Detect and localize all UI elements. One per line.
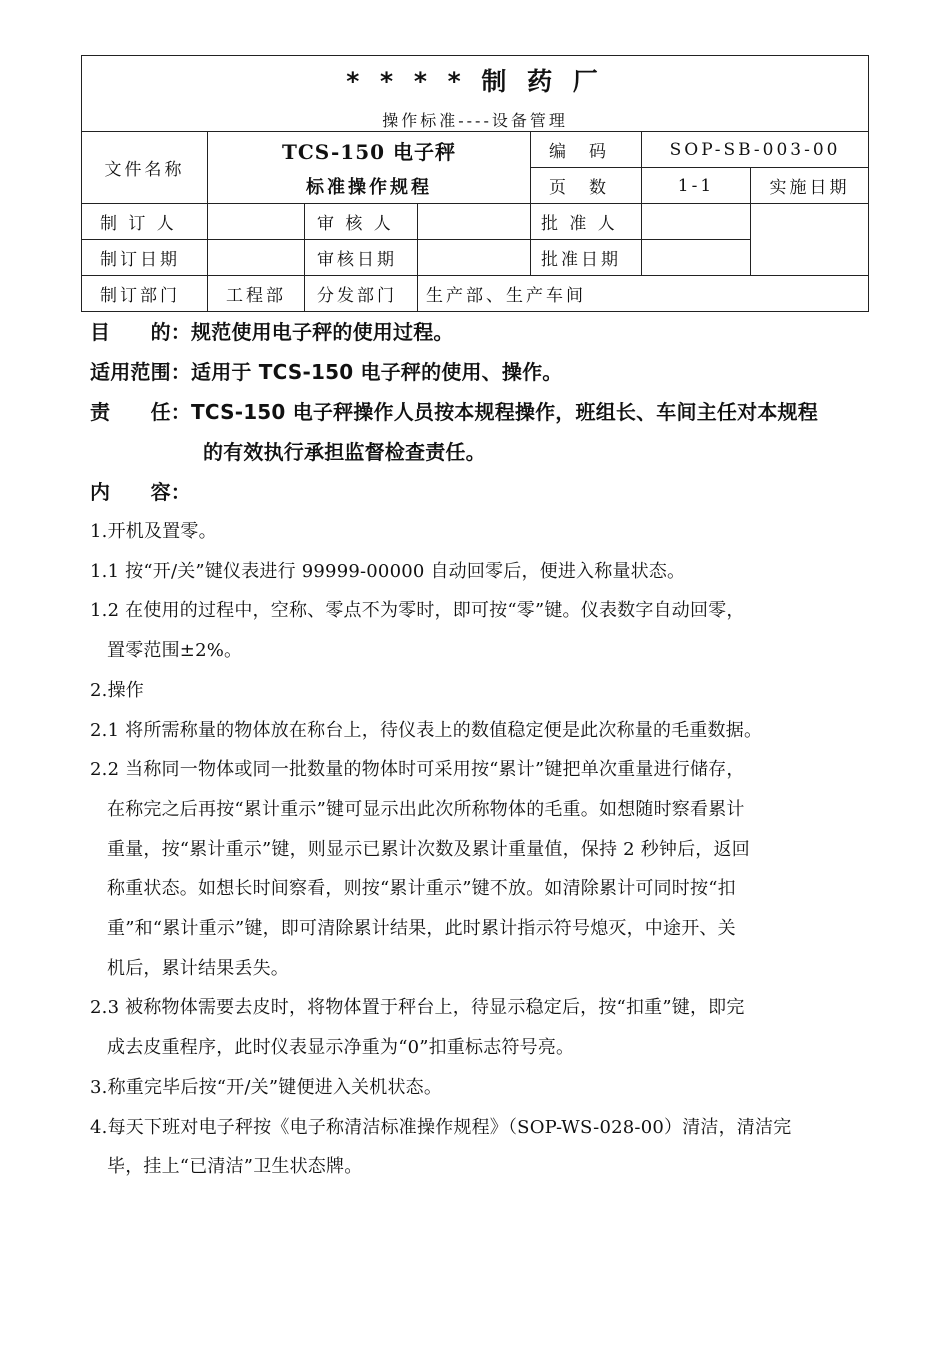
responsibility-line: 责 任：TCS-150 电子秤操作人员按本规程操作，班组长、车间主任对本规程 bbox=[90, 400, 818, 424]
code-value: SOP-SB-003-00 bbox=[642, 132, 869, 168]
draft-date-label: 制订日期 bbox=[82, 240, 208, 276]
content-line: 1.开机及置零。 bbox=[90, 521, 217, 542]
title-cell bbox=[82, 56, 869, 132]
document-body bbox=[90, 312, 865, 1187]
content-line: 称重状态。如想长时间察看，则按“累计重示”键不放。如清除累计可同时按“扣 bbox=[107, 878, 736, 900]
content-line: 成去皮重程序，此时仪表显示净重为“0”扣重标志符号亮。 bbox=[107, 1037, 575, 1059]
content-line: 重”和“累计重示”键，即可清除累计结果，此时累计指示符号熄灭，中途开、关 bbox=[107, 918, 736, 940]
distribution-value: 生产部、生产车间 bbox=[418, 276, 869, 312]
content-line: 毕，挂上“已清洁”卫生状态牌。 bbox=[107, 1156, 363, 1178]
content-line: 2.1 将所需称量的物体放在称台上，待仪表上的数值稳定便是此次称量的毛重数据。 bbox=[90, 719, 763, 741]
content-heading: 内 容： bbox=[90, 480, 191, 504]
content-line: 机后，累计结果丢失。 bbox=[107, 957, 289, 979]
pages-label: 页 数 bbox=[531, 168, 642, 204]
draft-date-value bbox=[208, 240, 305, 276]
dept-value: 工程部 bbox=[208, 276, 305, 312]
reviewer-label: 审 核 人 bbox=[305, 204, 418, 240]
reviewer-value bbox=[418, 204, 531, 240]
code-label: 编 码 bbox=[531, 132, 642, 168]
content-line: 2.3 被称物体需要去皮时，将物体置于秤台上，待显示稳定后，按“扣重”键，即完 bbox=[90, 997, 745, 1019]
distribution-label: 分发部门 bbox=[305, 276, 418, 312]
document-header-table bbox=[81, 55, 869, 312]
effective-date-label: 实施日期 bbox=[751, 168, 869, 204]
content-line: 1.2 在使用的过程中，空称、零点不为零时，即可按“零”键。仪表数字自动回零， bbox=[90, 600, 745, 622]
content-line: 2.操作 bbox=[90, 679, 144, 701]
approve-date-label: 批准日期 bbox=[531, 240, 642, 276]
pages-value: 1-1 bbox=[642, 168, 751, 204]
content-line: 1.1 按“开/关”键仪表进行 99999-00000 自动回零后，便进入称量状态。 bbox=[90, 560, 686, 582]
content-line: 4.每天下班对电子秤按《电子称清洁标准操作规程》（SOP-WS-028-00）清洁，清洁完 bbox=[90, 1116, 792, 1138]
content-line: 置零范围±2%。 bbox=[107, 640, 243, 662]
content-line: 3.称重完毕后按“开/关”键便进入关机状态。 bbox=[90, 1076, 443, 1098]
factory-title: * * * * 制 药 厂 bbox=[346, 67, 604, 96]
drafter-value bbox=[208, 204, 305, 240]
content-line: 重量，按“累计重示”键，则显示已累计次数及累计重量值，保持 2 秒钟后，返回 bbox=[107, 838, 750, 860]
responsibility-line-cont: 的有效执行承担监督检查责任。 bbox=[203, 440, 486, 464]
approver-label: 批 准 人 bbox=[531, 204, 642, 240]
content-line: 2.2 当称同一物体或同一批数量的物体时可采用按“累计”键把单次重量进行储存， bbox=[90, 759, 745, 781]
scope-line: 适用范围：适用于 TCS-150 电子秤的使用、操作。 bbox=[90, 360, 563, 384]
doc-name-label: 文件名称 bbox=[82, 132, 208, 204]
dept-label: 制订部门 bbox=[82, 276, 208, 312]
content-line: 在称完之后再按“累计重示”键可显示出此次所称物体的毛重。如想随时察看累计 bbox=[107, 798, 745, 820]
approver-value bbox=[642, 204, 751, 240]
purpose-line: 目 的：规范使用电子秤的使用过程。 bbox=[90, 320, 454, 344]
drafter-label: 制 订 人 bbox=[82, 204, 208, 240]
approve-date-value bbox=[642, 240, 751, 276]
standard-subtitle: 操作标准----设备管理 bbox=[382, 111, 568, 130]
doc-name-line1: TCS-150 电子秤 bbox=[282, 140, 456, 164]
effective-date-value bbox=[751, 204, 869, 276]
review-date-label: 审核日期 bbox=[305, 240, 418, 276]
doc-name-cell bbox=[208, 132, 531, 204]
doc-name-line2: 标准操作规程 bbox=[306, 177, 432, 198]
review-date-value bbox=[418, 240, 531, 276]
